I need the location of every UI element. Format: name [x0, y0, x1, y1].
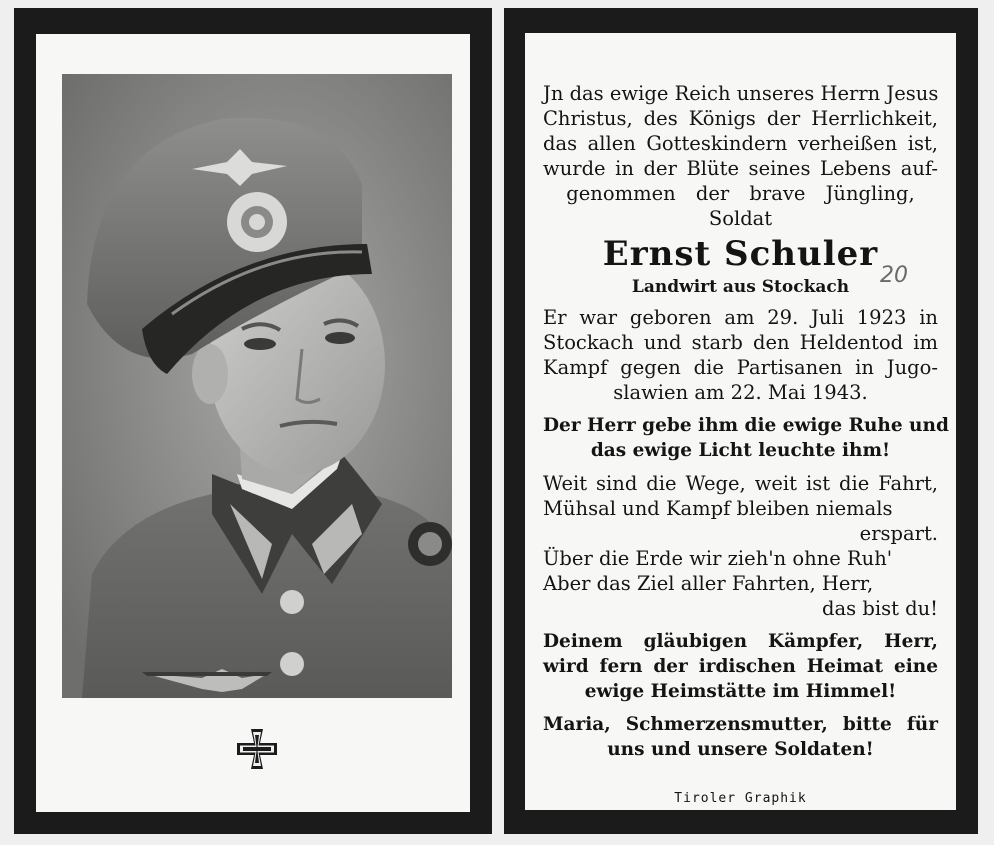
- intro-line: wurde in der Blüte seines Lebens auf-: [543, 157, 938, 180]
- poem-line: Über die Erde wir zieh'n ohne Ruh': [543, 547, 893, 570]
- prayer-line: das ewige Licht leuchte ihm!: [590, 440, 891, 461]
- intro-line: Soldat: [708, 207, 773, 230]
- memorial-text-card: [504, 8, 978, 834]
- prayer-line: Deinem gläubigen Kämpfer, Herr,: [543, 631, 938, 652]
- bio-line: Kampf gegen die Partisanen in Jugo-: [543, 356, 938, 379]
- prayer-line: ewige Heimstätte im Himmel!: [584, 681, 897, 702]
- portrait-card-inner: [36, 34, 470, 812]
- prayer-line: uns und unsere Soldaten!: [607, 739, 874, 760]
- intro-line: Jn das ewige Reich unseres Herrn Jesus: [543, 82, 939, 105]
- portrait-card: [14, 8, 492, 834]
- poem-line: Mühsal und Kampf bleiben niemals: [543, 497, 893, 520]
- prayer-line: wird fern der irdischen Heimat eine: [543, 656, 938, 677]
- memorial-text-card-inner: [525, 33, 956, 810]
- bio-line: slawien am 22. Mai 1943.: [613, 381, 868, 404]
- poem-line: Aber das Ziel aller Fahrten, Herr,: [543, 572, 874, 595]
- memorial-text: [543, 81, 949, 762]
- intro-line: Christus, des Königs der Herrlichkeit,: [543, 107, 938, 130]
- deceased-occupation: Landwirt aus Stockach: [631, 277, 850, 297]
- handwritten-note: 20: [880, 263, 908, 288]
- soldier-portrait-photo: [62, 74, 452, 698]
- prayer-line: Der Herr gebe ihm die ewige Ruhe und: [543, 415, 949, 436]
- iron-cross-icon: [235, 727, 279, 771]
- bio-line: Er war geboren am 29. Juli 1923 in: [543, 306, 938, 329]
- intro-line: genommen der brave Jüngling,: [566, 182, 915, 205]
- prayer-line: Maria, Schmerzensmutter, bitte für: [543, 714, 938, 735]
- poem-line: erspart.: [859, 522, 938, 545]
- poem-line: Weit sind die Wege, weit ist die Fahrt,: [543, 472, 938, 495]
- intro-line: das allen Gotteskindern verheißen ist,: [543, 132, 938, 155]
- poem-line: das bist du!: [822, 597, 938, 620]
- printer-imprint: Tiroler Graphik: [674, 791, 807, 806]
- portrait-illustration: [62, 74, 452, 698]
- deceased-name: Ernst Schuler: [602, 234, 879, 274]
- bio-line: Stockach und starb den Heldentod im: [543, 331, 938, 354]
